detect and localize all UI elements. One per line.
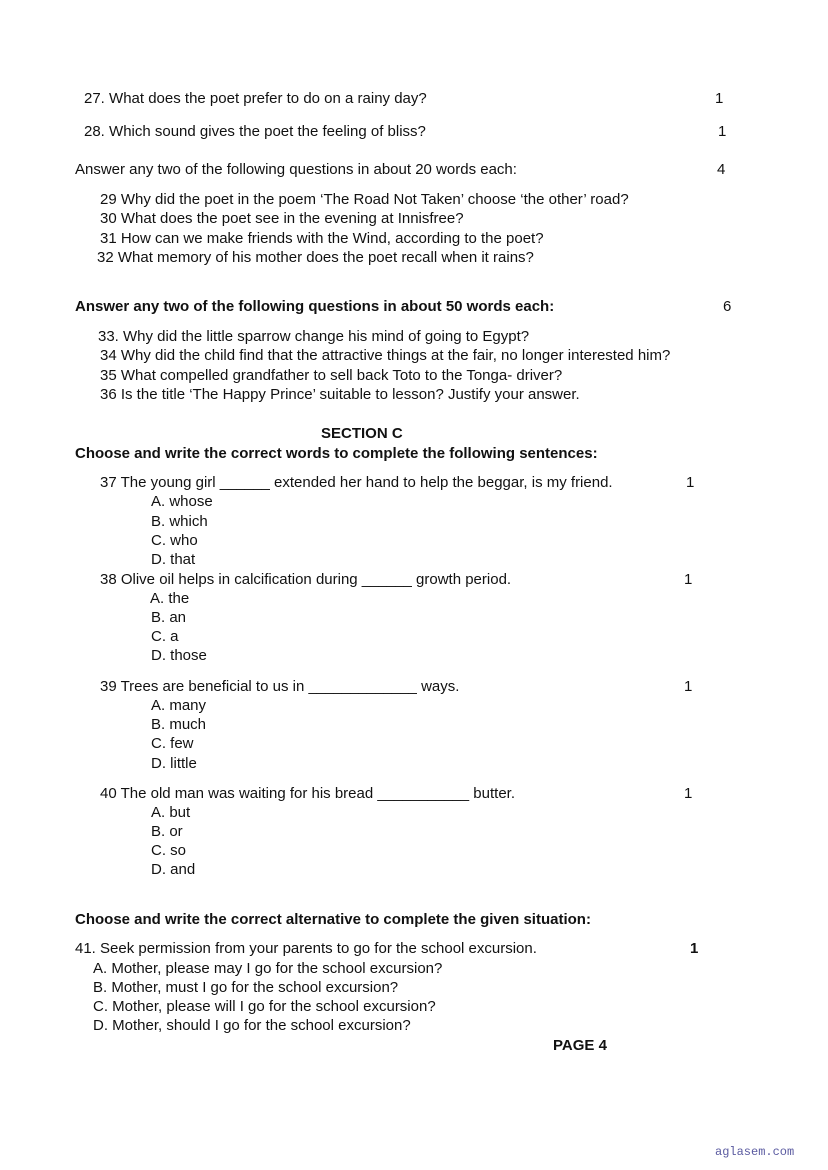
option-38-b: B. an	[151, 609, 187, 626]
watermark-link[interactable]: aglasem.com	[715, 1145, 795, 1159]
question-number: 28.	[84, 123, 105, 140]
option-37-a: A. whose	[151, 493, 213, 510]
marks-39: 1	[684, 678, 693, 695]
question-32: 32 What memory of his mother does the poet recall when it rains?	[97, 249, 534, 266]
instruction-50-words: Answer any two of the following questions in about 50 words each:	[75, 298, 555, 315]
option-38-a: A. the	[150, 590, 190, 607]
question-37: 37 The young girl ______ extended her hand to help the beggar, is my friend.	[100, 474, 613, 491]
option-41-a: A. Mother, please may I go for the school excursion?	[93, 960, 443, 977]
question-41: 41. Seek permission from your parents to go for the school excursion.	[75, 940, 537, 957]
option-39-d: D. little	[151, 755, 197, 772]
option-40-c: C. so	[151, 842, 187, 859]
question-34: 34 Why did the child find that the attractive things at the fair, no longer interested him?	[100, 347, 671, 364]
option-37-c: C. who	[151, 532, 198, 549]
option-37-b: B. which	[151, 513, 208, 530]
option-41-b: B. Mother, must I go for the school excursion?	[93, 979, 399, 996]
marks-group-20: 4	[717, 161, 726, 178]
question-40: 40 The old man was waiting for his bread ___________ butter.	[100, 785, 516, 802]
marks-40: 1	[684, 785, 693, 802]
option-38-c: C. a	[151, 628, 179, 645]
option-40-d: D. and	[151, 861, 196, 878]
question-35: 35 What compelled grandfather to sell back Toto to the Tonga- driver?	[100, 367, 563, 384]
instruction-20-words: Answer any two of the following questions in about 20 words each:	[75, 161, 517, 178]
section-c-instruction: Choose and write the correct words to complete the following sentences:	[75, 445, 598, 462]
question-27	[84, 89, 427, 108]
option-41-c: C. Mother, please will I go for the school excursion?	[93, 998, 436, 1015]
question-29: 29 Why did the poet in the poem ‘The Road Not Taken’ choose ‘the other’ road?	[100, 191, 629, 208]
situation-instruction: Choose and write the correct alternative to complete the given situation:	[75, 911, 591, 928]
question-33: 33. Why did the little sparrow change his mind of going to Egypt?	[98, 328, 530, 345]
question-text: What does the poet prefer to do on a rainy day?	[109, 90, 427, 107]
option-37-d: D. that	[151, 551, 196, 568]
option-38-d: D. those	[151, 647, 207, 664]
question-39: 39 Trees are beneficial to us in _____________ ways.	[100, 678, 460, 695]
question-28	[84, 122, 426, 141]
option-39-b: B. much	[151, 716, 207, 733]
question-38: 38 Olive oil helps in calcification during ______ growth period.	[100, 571, 512, 588]
question-text: Which sound gives the poet the feeling of bliss?	[109, 123, 426, 140]
question-number: 27.	[84, 90, 105, 107]
page-number: PAGE 4	[553, 1037, 607, 1054]
marks-27: 1	[715, 90, 724, 107]
option-40-a: A. but	[151, 804, 191, 821]
marks-37: 1	[686, 474, 695, 491]
option-40-b: B. or	[151, 823, 183, 840]
option-41-d: D. Mother, should I go for the school excursion?	[93, 1017, 411, 1034]
question-36: 36 Is the title ‘The Happy Prince’ suitable to lesson? Justify your answer.	[100, 386, 580, 403]
section-c-title: SECTION C	[321, 425, 403, 442]
marks-41: 1	[690, 940, 699, 957]
marks-38: 1	[684, 571, 693, 588]
question-31: 31 How can we make friends with the Wind, according to the poet?	[100, 230, 544, 247]
option-39-a: A. many	[151, 697, 207, 714]
marks-28: 1	[718, 123, 727, 140]
option-39-c: C. few	[151, 735, 194, 752]
marks-group-50: 6	[723, 298, 732, 315]
question-30: 30 What does the poet see in the evening at Innisfree?	[100, 210, 464, 227]
